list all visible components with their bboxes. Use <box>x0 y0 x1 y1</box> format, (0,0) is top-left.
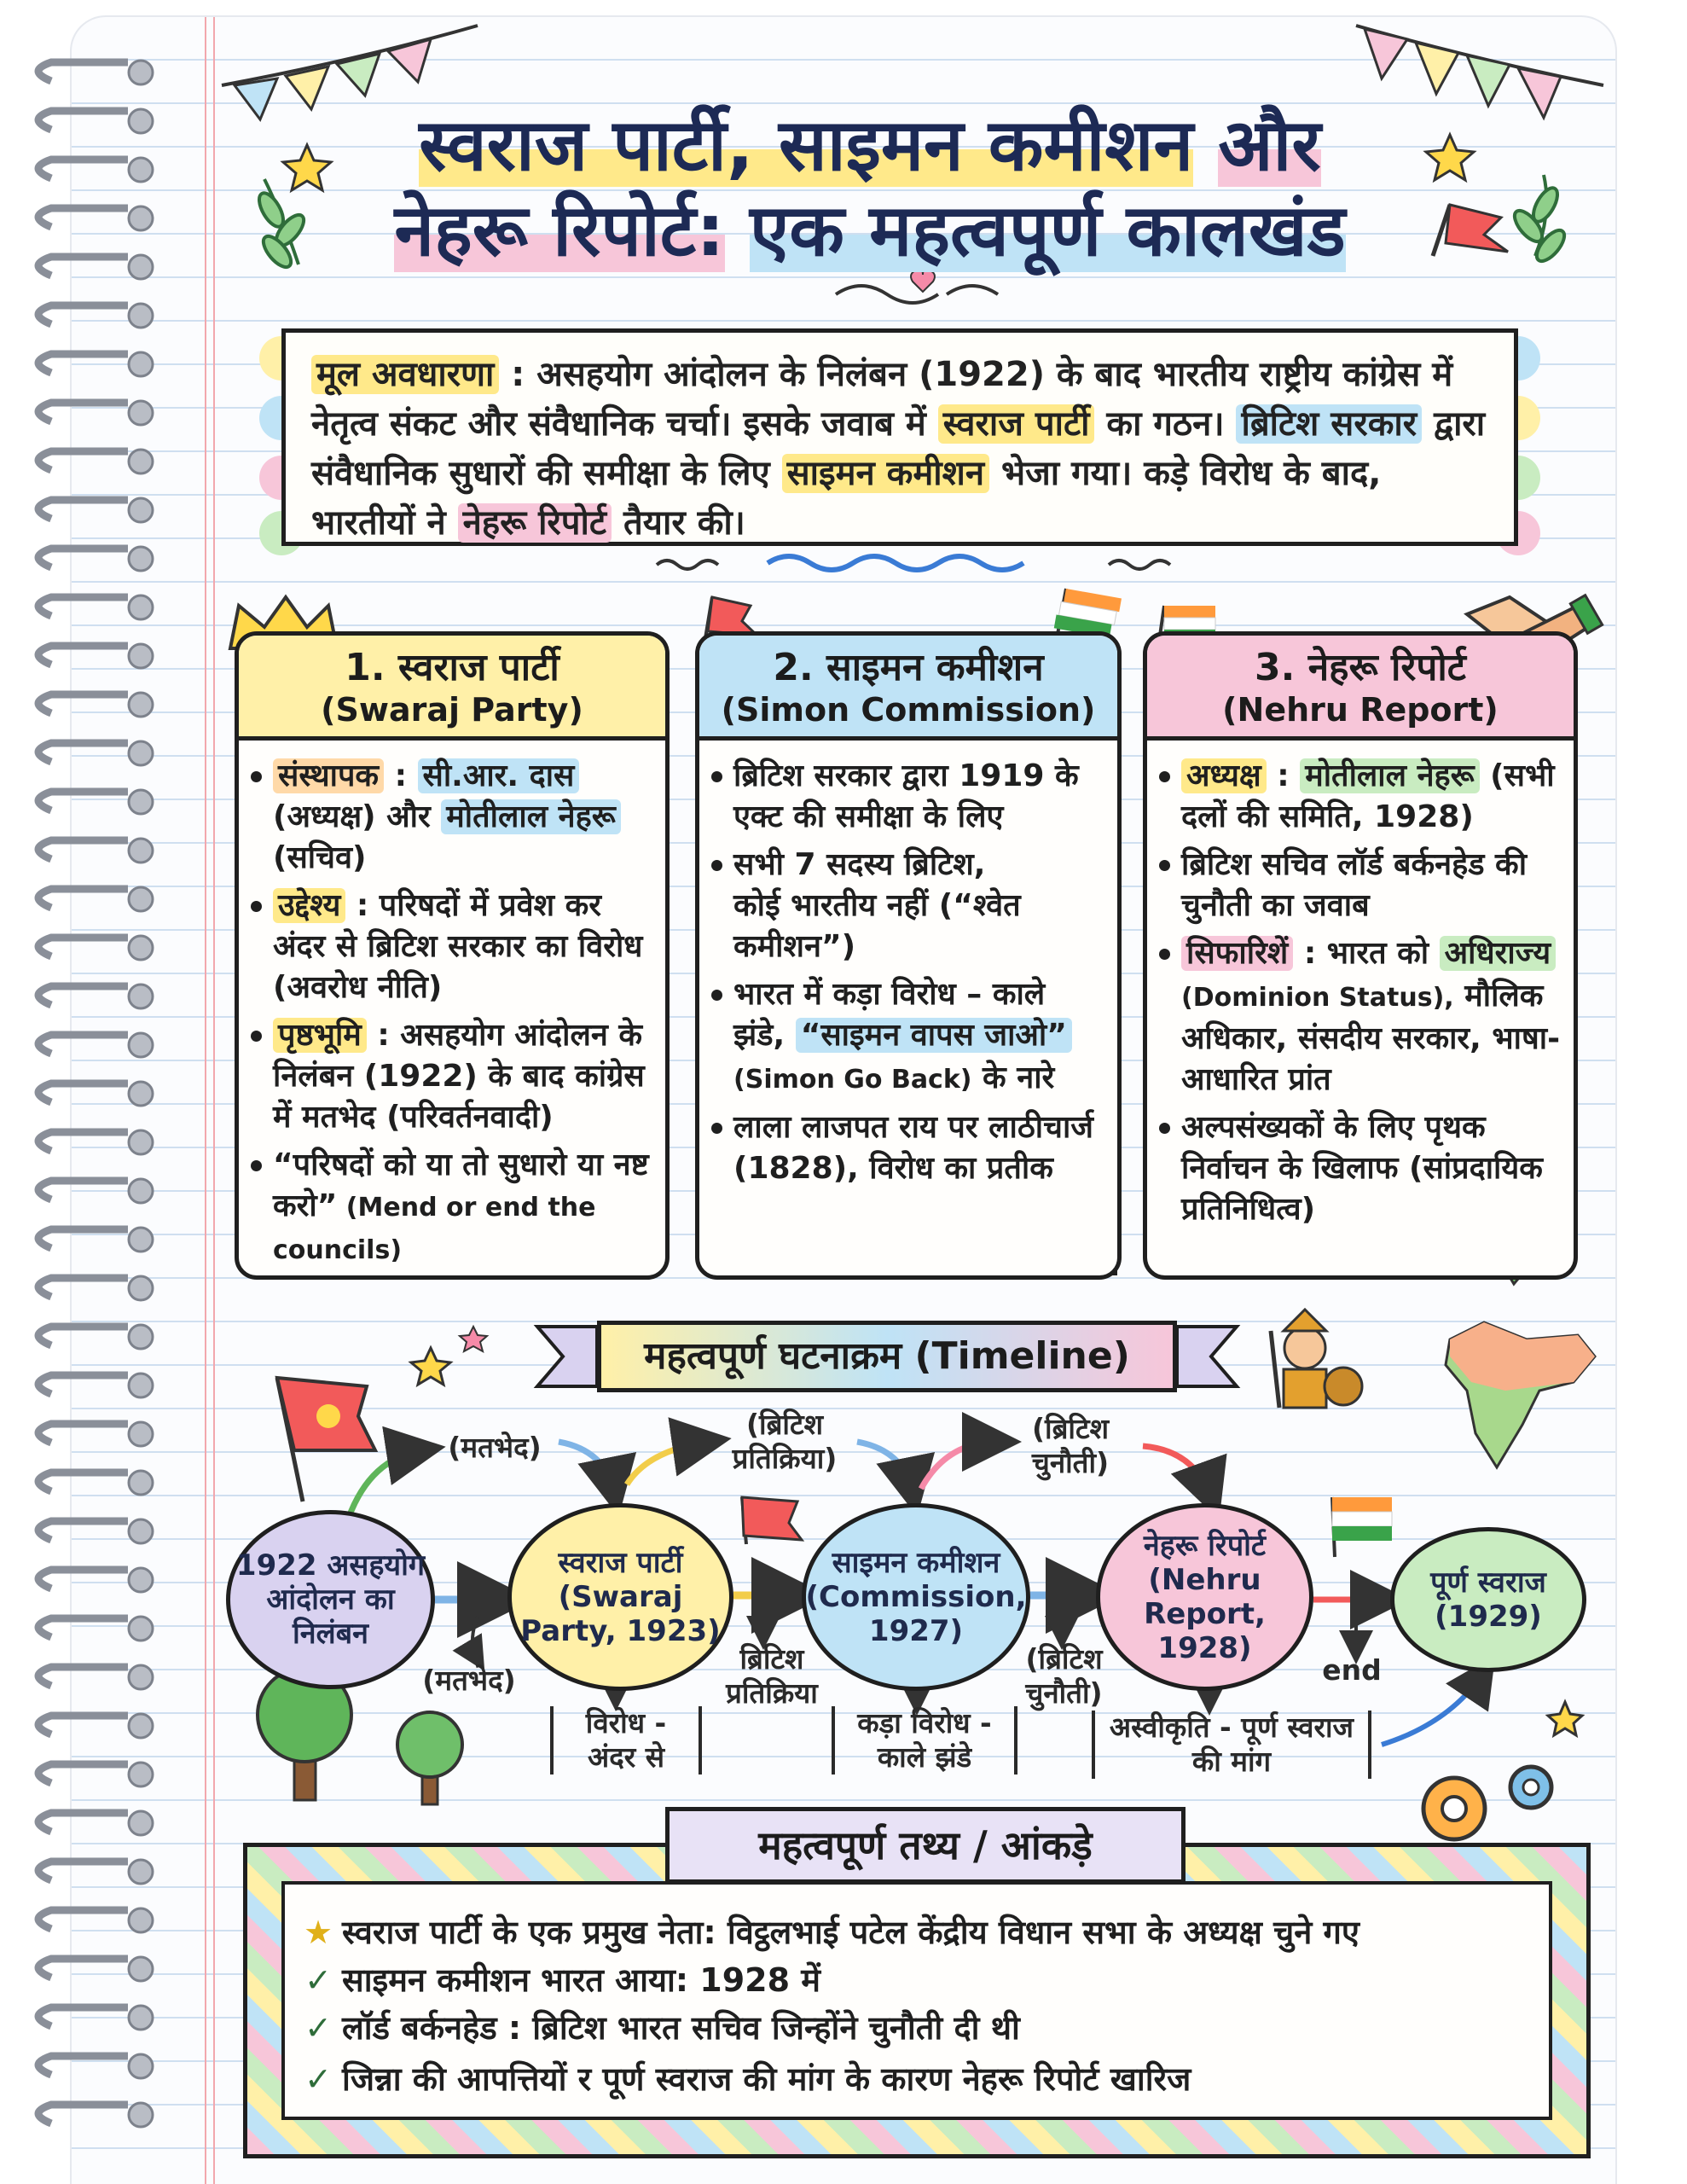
item-text: : असहयोग आंदोलन के निलंबन (1922) के बाद कांग्रेस में मतभेद (परिवर्तनवादी) <box>273 1018 645 1135</box>
title-highlight: नेहरू रिपोर्ट: <box>394 189 725 272</box>
banner-tail <box>537 1327 597 1386</box>
item-text: सभी 7 सदस्य ब्रिटिश, कोई भारतीय नहीं (“श्वेत कमीशन”) <box>733 847 1021 964</box>
title-highlight: और <box>1218 103 1321 187</box>
timeline-bracket: विरोध - अंदर से <box>550 1706 702 1774</box>
item-text: : <box>384 758 418 793</box>
timeline-bracket: अस्वीकृति - पूर्ण स्वराज की मांग <box>1092 1711 1371 1779</box>
item-text: (सभी दलों की समिति, 1928) <box>1181 758 1555 834</box>
timeline-label: (मतभेद) <box>448 1431 542 1464</box>
timeline-node-simon-commission <box>802 1503 1030 1691</box>
keyword: “साइमन वापस जाओ” <box>796 1018 1072 1053</box>
timeline-node-nehru-report <box>1096 1503 1313 1691</box>
node-label: पूर्ण स्वराज (1929) <box>1430 1565 1546 1634</box>
facts-banner-text: महत्वपूर्ण तथ्य / आंकड़े <box>758 1822 1093 1868</box>
fact-text: जिन्ना की आपत्तियों र पूर्ण स्वराज की मांग के कारण नेहरू रिपोर्ट खारिज <box>342 2060 1191 2098</box>
card-subtitle: (Nehru Report) <box>1222 691 1499 729</box>
timeline-label: end <box>1322 1653 1382 1687</box>
arrow <box>1143 1446 1211 1497</box>
timeline-label: ब्रिटिश प्रतिक्रिया <box>726 1642 818 1710</box>
keyword: अधिराज्य <box>1440 936 1557 971</box>
keyword: साइमन कमीशन <box>782 454 990 493</box>
arrow <box>627 1442 708 1484</box>
timeline-label: (ब्रिटिश प्रतिक्रिया) <box>732 1408 838 1475</box>
item-subtext: (Mend or end the councils) <box>273 1193 596 1265</box>
check-icon: ✓ <box>304 1961 332 1999</box>
intro-text: : असहयोग आंदोलन के निलंबन (1922) के बाद भारतीय राष्ट्रीय कांग्रेस में नेतृत्व संकट और संवैधानिक चर्चा। इसके जवाब में <box>311 355 1453 444</box>
timeline-label: (मतभेद) <box>422 1664 516 1697</box>
arrow <box>472 1617 478 1659</box>
keyword: अध्यक्ष <box>1181 758 1267 793</box>
keyword: सी.आर. दास <box>418 758 580 793</box>
keyword: मोतीलाल नेहरू <box>1300 758 1479 793</box>
card-subtitle: (Swaraj Party) <box>321 691 583 729</box>
timeline-banner <box>597 1321 1177 1392</box>
item-text: : <box>1266 758 1301 793</box>
timeline-node-swaraj-party <box>507 1503 733 1691</box>
keyword: उद्देश्य <box>273 888 345 923</box>
title-highlight: स्वराज पार्टी, साइमन कमीशन <box>419 103 1194 187</box>
intro-text: का गठन। <box>1094 404 1237 444</box>
card-title: 3. नेहरू रिपोर्ट <box>1255 646 1466 689</box>
arrow <box>1382 1672 1484 1745</box>
card-title: 1. स्वराज पार्टी <box>345 646 559 689</box>
fact-text: लॉर्ड बर्कनहेड : ब्रिटिश भारत सचिव जिन्होंने चुनौती दी थी <box>342 2009 1020 2047</box>
check-icon: ✓ <box>304 2060 332 2098</box>
item-text: (अध्यक्ष) और <box>273 799 442 834</box>
fact-item <box>294 1959 820 2001</box>
timeline-bracket: कड़ा विरोध - काले झंडे <box>832 1706 1017 1774</box>
node-label: स्वराज पार्टी (Swaraj Party, 1923) <box>520 1546 721 1648</box>
fact-text: साइमन कमीशन भारत आया: 1928 में <box>342 1961 820 1999</box>
keyword: सिफारिशें <box>1181 936 1293 971</box>
arrow <box>921 1442 998 1489</box>
card-subtitle: (Simon Commission) <box>721 691 1096 729</box>
item-text: (सचिव) <box>273 840 367 875</box>
node-label: साइमन कमीशन (Commission, 1927) <box>805 1546 1027 1648</box>
item-text: “परिषदों को या तो सुधारो या नष्ट करो” <box>273 1147 649 1223</box>
intro-text: भेजा गया। कड़े विरोध के बाद, भारतीयों ने <box>311 454 1382 543</box>
item-text: : परिषदों में प्रवेश कर अंदर से ब्रिटिश सरकार का विरोध (अवरोध नीति) <box>273 888 643 1005</box>
keyword: पृष्ठभूमि <box>273 1018 367 1053</box>
item-text: के नारे <box>971 1060 1055 1095</box>
facts-banner <box>665 1807 1186 1884</box>
item-subtext: (Simon Go Back) <box>733 1065 972 1095</box>
node-label: नेहरू रिपोर्ट (Nehru Report, 1928) <box>1143 1529 1267 1665</box>
item-text: लाला लाजपत राय पर लाठीचार्ज (1828), विरोध का प्रतीक <box>733 1110 1093 1186</box>
item-text: मौलिक अधिकार, संसदीय सरकार, भाषा-आधारित प्रांत <box>1181 979 1561 1097</box>
banner-tail <box>1177 1327 1237 1386</box>
timeline-banner-text: महत्वपूर्ण घटनाक्रम (Timeline) <box>644 1334 1130 1378</box>
arrow <box>857 1442 913 1493</box>
intro-text: द्वारा संवैधानिक सुधारों की समीक्षा के लिए <box>311 404 1486 493</box>
item-text: अल्पसंख्यकों के लिए पृथक निर्वाचन के खिलाफ (सांप्रदायिक प्रतिनिधित्व) <box>1181 1110 1543 1227</box>
fact-item <box>294 1911 1359 1954</box>
fact-text: स्वराज पार्टी के एक प्रमुख नेता: विट्ठलभाई पटेल केंद्रीय विधान सभा के अध्यक्ष चुने गए <box>342 1914 1359 1951</box>
item-text: ब्रिटिश सरकार द्वारा 1919 के एक्ट की समीक्षा के लिए <box>733 758 1079 834</box>
keyword: ब्रिटिश सरकार <box>1236 404 1422 444</box>
timeline-label: (ब्रिटिश चुनौती) <box>1031 1412 1110 1479</box>
card-title: 2. साइमन कमीशन <box>773 646 1044 689</box>
item-text: भारत में कड़ा विरोध – काले झंडे, <box>733 977 1046 1053</box>
check-icon: ✓ <box>304 2009 332 2047</box>
item-text: ब्रिटिश सचिव लॉर्ड बर्कनहेड की चुनौती का जवाब <box>1181 847 1528 923</box>
fact-item <box>294 2007 1020 2049</box>
keyword: नेहरू रिपोर्ट <box>458 503 612 543</box>
indian-flag-icon <box>1332 1497 1392 1557</box>
item-subtext: (Dominion Status), <box>1181 983 1454 1013</box>
keyword: मूल अवधारणा <box>311 355 499 394</box>
flag-icon <box>742 1497 802 1544</box>
star-icon: ★ <box>303 1914 333 1951</box>
arrow <box>559 1442 614 1493</box>
title-highlight: एक महत्वपूर्ण कालखंड <box>749 189 1346 272</box>
keyword: स्वराज पार्टी <box>938 404 1095 444</box>
timeline-label: (ब्रिटिश चुनौती) <box>1025 1642 1103 1710</box>
intro-text: तैयार की। <box>612 503 745 543</box>
keyword: संस्थापक <box>273 758 384 793</box>
keyword: मोतीलाल नेहरू <box>441 799 620 834</box>
node-label: 1922 असहयोग आंदोलन का निलंबन <box>235 1548 426 1651</box>
timeline-node-poorna-swaraj <box>1390 1527 1586 1672</box>
item-text: : भारत को <box>1293 936 1440 971</box>
timeline-node-1922 <box>226 1510 435 1689</box>
fact-item <box>294 2058 1191 2100</box>
